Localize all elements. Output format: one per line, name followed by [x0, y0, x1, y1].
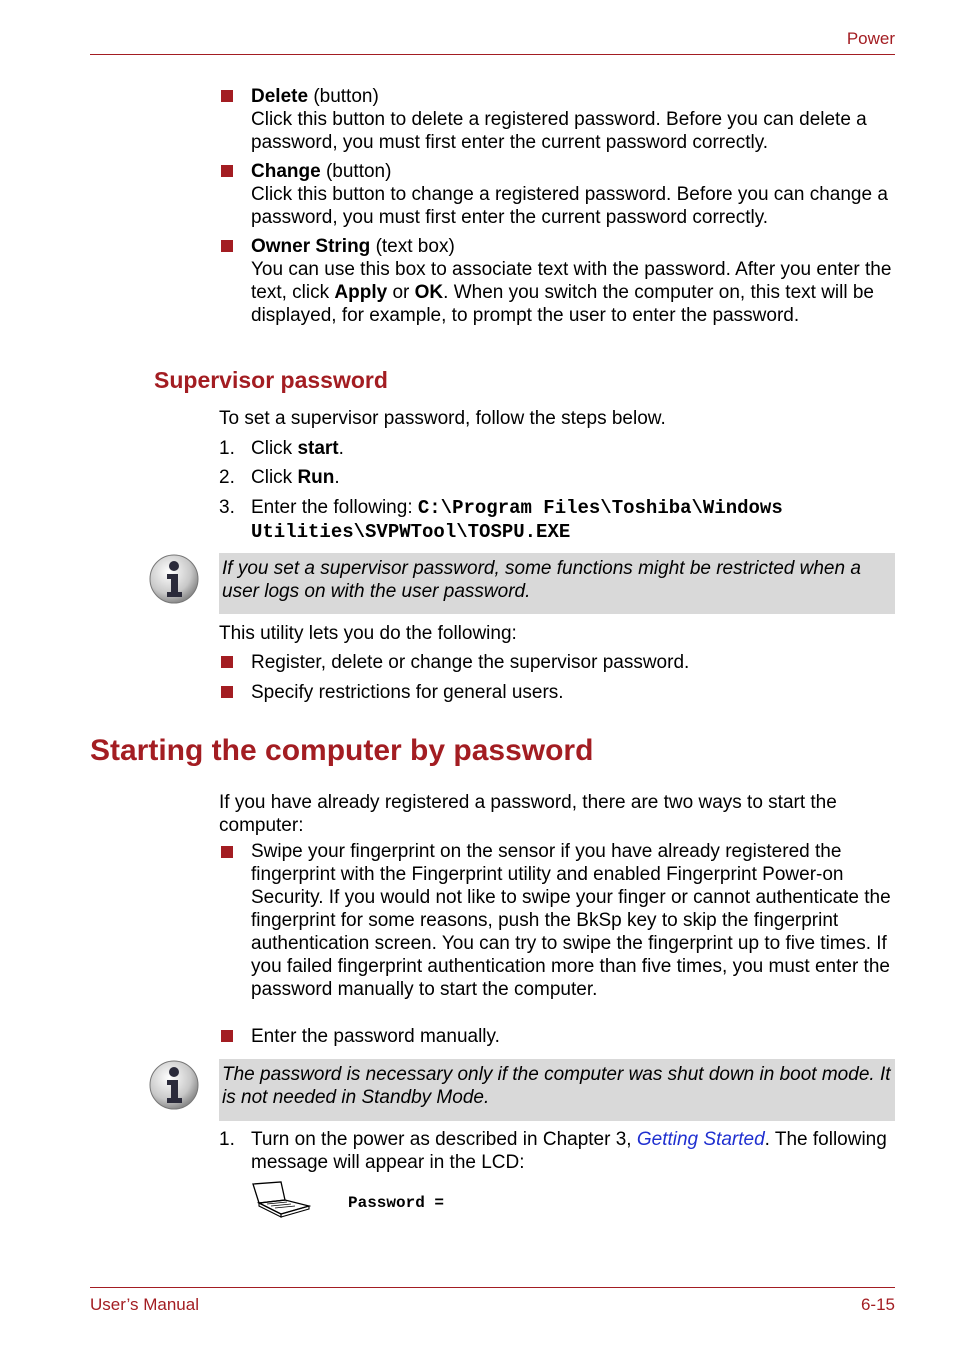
- term-kind: (button): [325, 161, 392, 182]
- header-rule: [90, 54, 895, 55]
- step-text: . The following message will appear in the LCD:: [251, 1129, 887, 1173]
- footer-rule: [90, 1287, 895, 1288]
- term-change: Change: [251, 161, 321, 182]
- info-icon: [148, 553, 200, 605]
- step-number: 1.: [219, 1129, 235, 1150]
- step-bold: start: [297, 438, 339, 459]
- desc-owner-e: . When you switch the computer on, this text will be displayed, for example, to prompt the user to enter the password.: [251, 282, 874, 326]
- square-bullet: [221, 1030, 233, 1042]
- utility-item: Specify restrictions for general users.: [251, 682, 564, 703]
- supervisor-intro: To set a supervisor password, follow the steps below.: [219, 408, 666, 429]
- step-number: 3.: [219, 497, 235, 518]
- square-bullet: [221, 656, 233, 668]
- note-supervisor: [219, 553, 895, 614]
- starting-heading: Starting the computer by password: [90, 734, 594, 767]
- laptop-icon: [251, 1180, 311, 1220]
- footer-manual-title: User’s Manual: [90, 1295, 199, 1314]
- apply-text: Apply: [334, 282, 388, 303]
- step-text: Click: [251, 438, 298, 459]
- desc-owner-c: or: [387, 282, 415, 303]
- bullet-delete: [251, 85, 901, 154]
- term-kind: (button): [313, 86, 379, 107]
- step-text: .: [338, 438, 344, 459]
- code-path-line1: C:\Program Files\Toshiba\Windows: [417, 497, 783, 519]
- note-text: If you set a supervisor password, some functions might be restricted when a user logs on with the user password.: [222, 558, 861, 602]
- note-text: The password is necessary only if the computer was shut down in boot mode. It is not needed in Standby Mode.: [222, 1064, 891, 1108]
- square-bullet: [221, 686, 233, 698]
- bullet-owner-string: [251, 235, 901, 327]
- info-icon: [148, 1059, 200, 1111]
- starting-intro: If you have already registered a password, there are two ways to start the computer:: [219, 792, 837, 836]
- header-section-title: Power: [846, 29, 895, 48]
- supervisor-heading: Supervisor password: [154, 367, 388, 393]
- term-owner-string: Owner String: [251, 236, 371, 257]
- code-path-line2: Utilities\SVPWTool\TOSPU.EXE: [251, 521, 571, 543]
- step-text: Turn on the power as described in Chapter 3,: [251, 1129, 637, 1150]
- starting-item-manual: Enter the password manually.: [251, 1026, 500, 1047]
- square-bullet: [221, 240, 233, 252]
- step-text: Enter the following:: [251, 497, 418, 518]
- step-3: [251, 496, 901, 544]
- bullet-change: [251, 160, 901, 229]
- utility-intro: This utility lets you do the following:: [219, 623, 517, 644]
- ok-text: OK: [414, 282, 444, 303]
- term-kind: (text box): [375, 236, 455, 257]
- desc-delete: Click this button to delete a registered password. Before you can delete a password, you must first enter the current password correctly.: [251, 109, 867, 153]
- step-2: [251, 466, 901, 489]
- term-delete: Delete: [251, 86, 309, 107]
- footer-page-number: 6-15: [860, 1295, 895, 1314]
- desc-change: Click this button to change a registered password. Before you can change a password, you must first enter the current password correctly.: [251, 184, 888, 228]
- desc-owner-a: You can use this box to associate text with the password. After you enter the text, click: [251, 259, 892, 303]
- square-bullet: [221, 165, 233, 177]
- step-text: .: [334, 467, 340, 488]
- step-bold: Run: [297, 467, 335, 488]
- step-text: Click: [251, 467, 298, 488]
- starting-step-1: [251, 1128, 901, 1174]
- note-standby: [219, 1059, 895, 1121]
- step-number: 1.: [219, 438, 235, 459]
- square-bullet: [221, 846, 233, 858]
- utility-item: Register, delete or change the supervisor password.: [251, 652, 690, 673]
- starting-item-fingerprint: Swipe your fingerprint on the sensor if you have already registered the fingerprint with the Fingerprint utility and enabled Fingerprint Power-on Security. If you would not like to swipe your finger or cannot authenticate the fingerprint for some reasons, push the BkSp key to skip the fingerprint authentication screen. You can try to swipe the fingerprint up to five times. If you failed fingerprint authentication more than five times, you must enter the password manually to start the computer.: [251, 841, 891, 1000]
- lcd-password-prompt: Password =: [348, 1194, 445, 1212]
- step-number: 2.: [219, 467, 235, 488]
- square-bullet: [221, 90, 233, 102]
- getting-started-link[interactable]: Getting Started: [636, 1129, 765, 1150]
- step-1: [251, 437, 901, 460]
